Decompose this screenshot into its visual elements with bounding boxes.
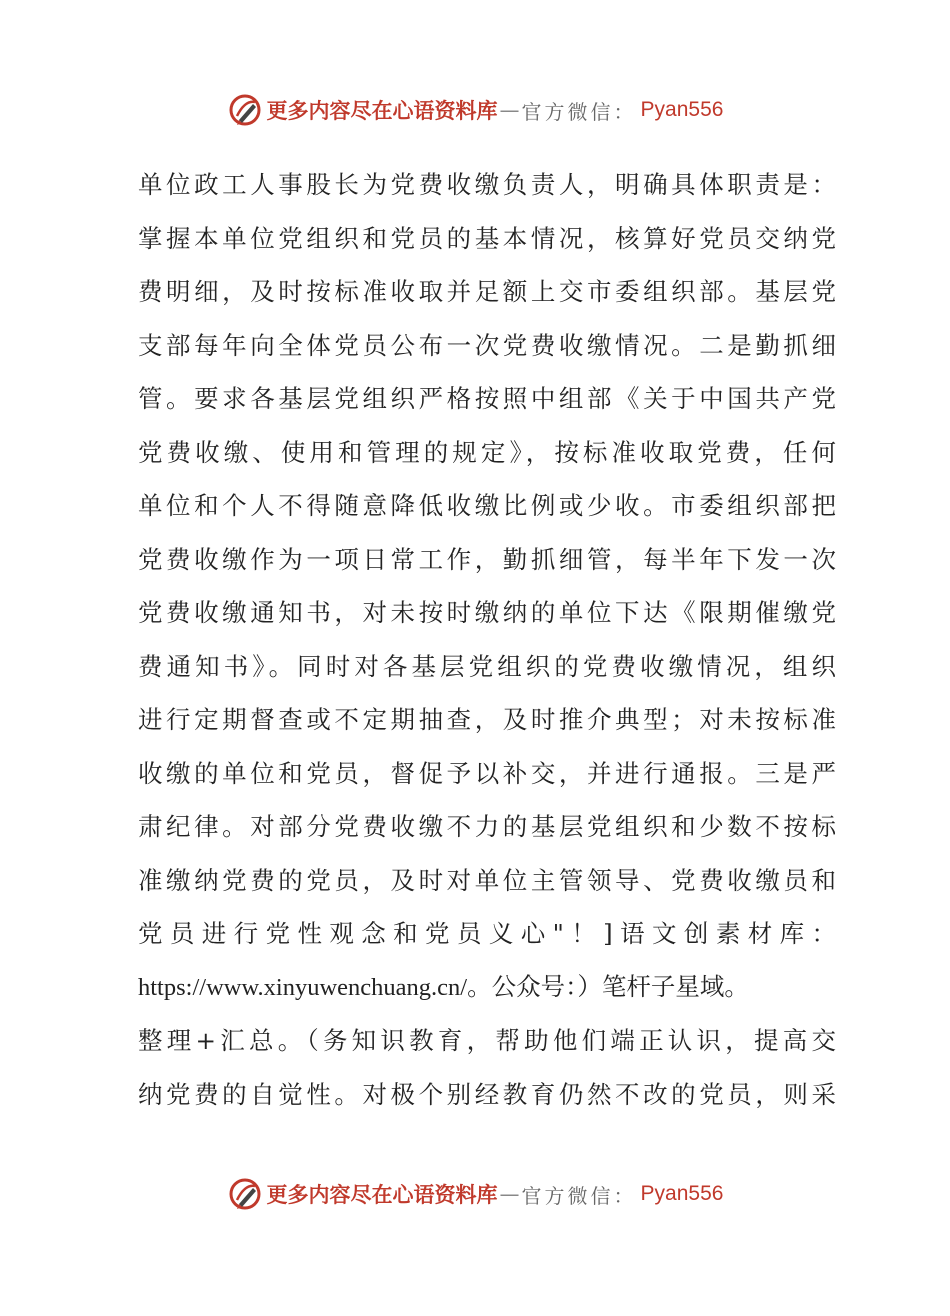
header-title: 更多内容尽在心语资料库 <box>266 98 498 123</box>
header-wechat-label: 官方微信： <box>521 99 637 124</box>
body-line-10: 费通知书》。同时对各基层党组织的党费收缴情况，组织 <box>138 651 838 681</box>
header-dash: — <box>499 98 520 122</box>
body-line-6: 党费收缴、使用和管理的规定》，按标准收取党费，任何 <box>138 437 838 467</box>
body-line-14: 准缴纳党费的党员，及时对单位主管领导、党费收缴员和 <box>138 865 838 895</box>
body-line-18: 纳党费的自觉性。对极个别经教育仍然不改的党员，则采 <box>138 1079 838 1109</box>
body-line-4: 支部每年向全体党员公布一次党费收缴情况。二是勤抓细 <box>138 330 838 360</box>
body-line-3: 费明细，及时按标准收取并足额上交市委组织部。基层党 <box>138 277 838 306</box>
document-body <box>138 158 838 1121</box>
footer-wechat-id: Pyan556 <box>640 1182 724 1205</box>
body-line-15: 党员进行党性观念和党员义心"！]语文创素材库： <box>138 919 838 948</box>
pen-logo-icon <box>227 92 263 128</box>
body-line-5: 管。要求各基层党组织严格按照中组部《关于中国共产党 <box>138 384 838 413</box>
pen-logo-icon <box>227 1176 263 1212</box>
body-line-9: 党费收缴通知书，对未按时缴纳的单位下达《限期催缴党 <box>138 598 838 627</box>
body-line-16-url: https://www.xinyuwenchuang.cn/。公众号：）笔杆子星域。 <box>138 973 749 1001</box>
footer-wechat-label: 官方微信： <box>521 1183 637 1208</box>
footer-dash: — <box>499 1182 520 1206</box>
body-line-8: 党费收缴作为一项日常工作，勤抓细管，每半年下发一次 <box>138 544 838 574</box>
header-banner <box>0 88 950 132</box>
body-line-11: 进行定期督查或不定期抽查，及时推介典型；对未按标准 <box>138 705 838 734</box>
footer-title: 更多内容尽在心语资料库 <box>266 1182 498 1207</box>
body-line-12: 收缴的单位和党员，督促予以补交，并进行通报。三是严 <box>138 758 838 788</box>
body-line-1: 单位政工人事股长为党费收缴负责人，明确具体职责是： <box>138 170 838 199</box>
body-line-17: 整理+汇总。（务知识教育，帮助他们端正认识，提高交 <box>138 1026 838 1055</box>
body-line-7: 单位和个人不得随意降低收缴比例或少收。市委组织部把 <box>138 491 838 520</box>
header-wechat-id: Pyan556 <box>640 98 724 121</box>
body-line-13: 肃纪律。对部分党费收缴不力的基层党组织和少数不按标 <box>138 812 838 841</box>
footer-banner <box>0 1172 950 1216</box>
body-line-2: 掌握本单位党组织和党员的基本情况，核算好党员交纳党 <box>138 223 838 253</box>
